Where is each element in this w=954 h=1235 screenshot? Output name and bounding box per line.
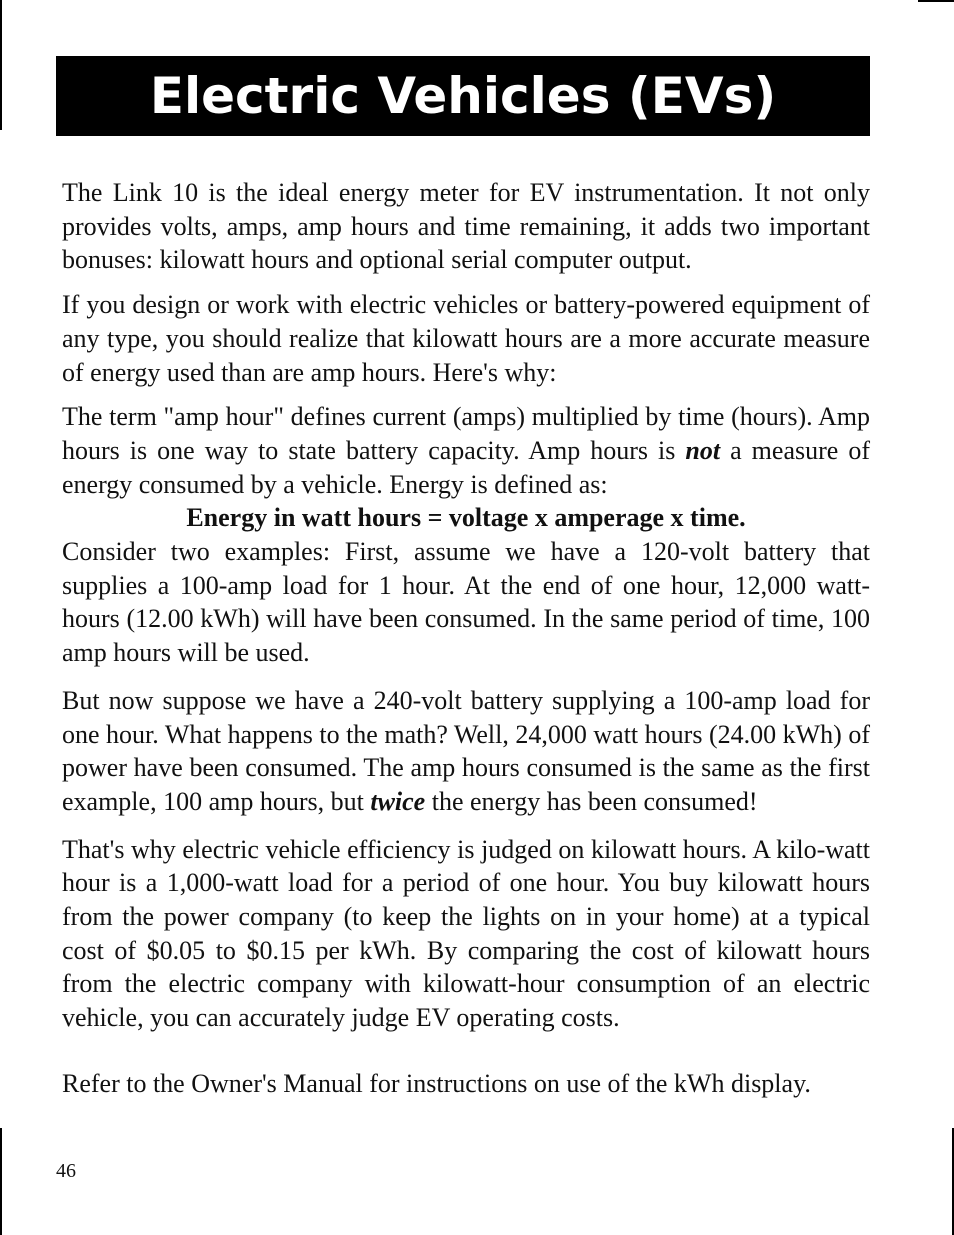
body-text <box>62 176 870 1112</box>
paragraph-example-two <box>62 684 870 819</box>
crop-mark-left-top <box>0 0 2 130</box>
paragraph-intro: The Link 10 is the ideal energy meter for EV instrumentation. It not only provides volts, amps, amp hours and time remaining, it adds two important bonuses: kilowatt hours and optional serial computer output. <box>62 178 870 275</box>
paragraph-example-one: Consider two examples: First, assume we have a 120-volt battery that supplies a 100-amp load for 1 hour. At the end of one hour, 12,000 watt-hours (12.00 kWh) will have been consumed. In the same period of time, 100 amp hours will be used. <box>62 537 870 668</box>
paragraph-efficiency: That's why electric vehicle efficiency is judged on kilowatt hours. A kilo-watt hour is a 1,000-watt load for a period of one hour. You buy kilowatt hours from the power company (to keep the lights on in your home) at a typical cost of $0.05 to $0.15 per kWh. By comparing the cost of kilowatt hours from the electric company with kilowatt-hour consumption of an electric vehicle, you can accurately judge EV operating costs. <box>62 834 870 1033</box>
amp-hour-text-start: The term "amp hour" defines current (amps) multiplied by time (hours). Amp hours is one way to state battery capacity. Amp hours is <box>62 402 870 465</box>
crop-mark-left-bottom <box>0 1128 2 1235</box>
paragraph-why-kwh: If you design or work with electric vehicles or battery-powered equipment of any type, you should realize that kilowatt hours are a more accurate measure of energy used than are amp hours. Here's why: <box>62 290 870 387</box>
paragraph-manual-reference: Refer to the Owner's Manual for instructions on use of the kWh display. <box>62 1068 811 1098</box>
amp-hour-text-end: a measure of energy consumed by a vehicle. Energy is defined as: <box>62 435 870 499</box>
emphasis-not: not <box>685 435 721 465</box>
crop-mark-top-right <box>918 0 954 2</box>
title-banner <box>56 56 870 136</box>
paragraph-amp-hour-definition <box>62 400 870 501</box>
example-two-text-start: But now suppose we have a 240-volt battery supplying a 100-amp load for one hour. What happens to the math? Well, 24,000 watt hours (24.00 kWh) of power have been consumed. The amp hours consumed is the same as the first example, 100 amp hours, but <box>62 685 870 816</box>
page-number: 46 <box>56 1160 76 1182</box>
energy-formula: Energy in watt hours = voltage x amperage x time. <box>186 503 746 533</box>
emphasis-twice: twice <box>370 786 426 816</box>
page-title: Electric Vehicles (EVs) <box>149 67 777 125</box>
example-two-text-end: the energy has been consumed! <box>425 786 758 816</box>
